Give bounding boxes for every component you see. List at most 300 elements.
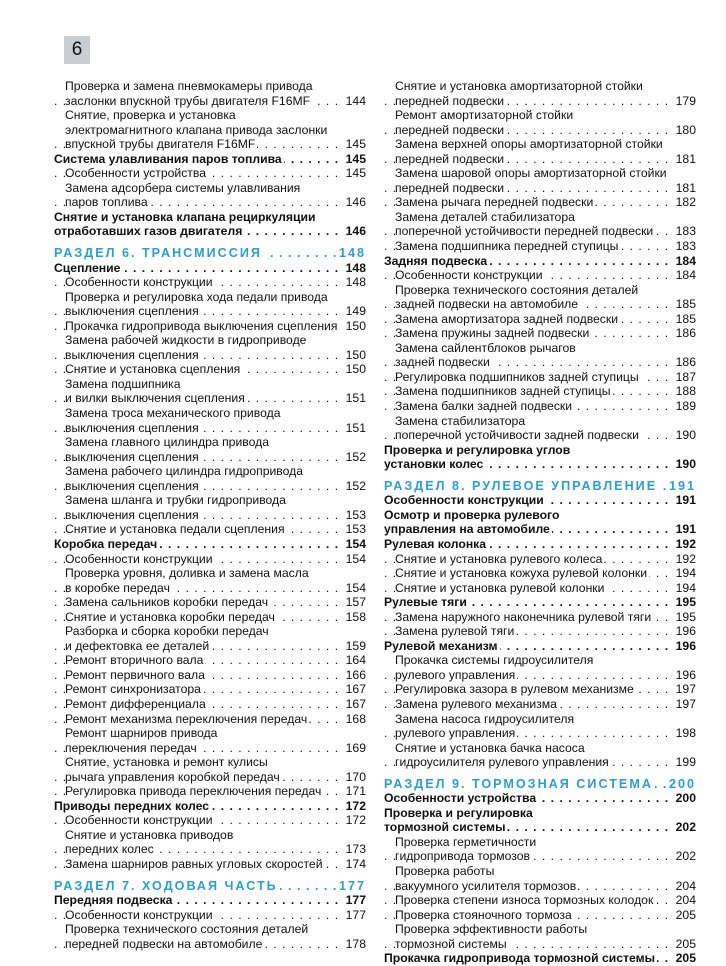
toc-entry xyxy=(384,312,696,327)
toc-entry xyxy=(384,283,696,298)
toc-entry-title: Замена адсорбера системы улавливания xyxy=(65,180,301,195)
toc-chapter-entry xyxy=(384,595,696,610)
page-number-box xyxy=(64,36,90,64)
toc-entry-title: в коробке передач xyxy=(65,580,170,595)
toc-entry-title: Замена сайлентблоков рычагов xyxy=(395,340,576,355)
toc-entry xyxy=(384,908,696,923)
toc-entry xyxy=(384,566,696,581)
toc-entry xyxy=(54,668,366,683)
toc-chapter-entry xyxy=(384,537,696,552)
toc-entry-title: Проверка уровня, доливка и замена масла xyxy=(65,566,309,581)
toc-entry xyxy=(54,275,366,290)
toc-entry xyxy=(54,784,366,799)
toc-entry xyxy=(384,166,696,181)
page-number: 6 xyxy=(71,39,83,60)
toc-entry xyxy=(54,137,366,152)
toc-page-number: 185 xyxy=(675,297,696,312)
toc-entry-title: выключения сцепления xyxy=(65,347,199,362)
toc-entry-title: Замена пружины задней подвески xyxy=(395,326,590,341)
toc-chapter-entry xyxy=(384,820,696,835)
toc-entry-title: Прокачка гидропривода выключения сцепления xyxy=(65,318,338,333)
toc-entry-title: Замена подшипников задней ступицы xyxy=(395,384,611,399)
toc-page-number: 145 xyxy=(345,137,366,152)
toc-entry xyxy=(384,864,696,879)
toc-page-number: 188 xyxy=(675,384,696,399)
toc-entry-title: Замена подшипника xyxy=(65,376,181,391)
toc-entry xyxy=(54,712,366,727)
toc-entry xyxy=(384,297,696,312)
toc-entry xyxy=(384,879,696,894)
toc-entry xyxy=(54,421,366,436)
toc-chapter-entry xyxy=(384,457,696,472)
toc-page-number: 172 xyxy=(345,798,366,813)
toc-entry xyxy=(54,333,366,348)
toc-entry xyxy=(384,712,696,727)
toc-page-number: 205 xyxy=(675,936,696,951)
toc-entry-title: Снятие и установка бачка насоса xyxy=(395,740,585,755)
toc-page-number: 183 xyxy=(675,239,696,254)
toc-entry xyxy=(384,428,696,443)
toc-entry xyxy=(384,370,696,385)
toc-entry xyxy=(384,668,696,683)
toc-page-number: 196 xyxy=(675,624,696,639)
toc-entry-title: Ремонт дифференциала xyxy=(65,696,206,711)
toc-entry-title: Передняя подвеска xyxy=(54,893,173,908)
toc-page-number: 179 xyxy=(675,93,696,108)
toc-entry-title: передних колес xyxy=(65,842,154,857)
toc-entry xyxy=(54,755,366,770)
toc-entry xyxy=(54,108,366,123)
toc-entry-title: Снятие и установка рулевой колонки xyxy=(395,580,605,595)
toc-entry-title: и дефектовка ее деталей xyxy=(65,638,210,653)
toc-entry xyxy=(54,94,366,109)
toc-page-number: 167 xyxy=(345,682,366,697)
toc-entry-title: Особенности конструкции xyxy=(65,907,213,922)
toc-section-heading xyxy=(54,879,366,894)
toc-entry xyxy=(384,137,696,152)
toc-page-number: 168 xyxy=(345,711,366,726)
toc-entry-title: Разборка и сборка коробки передач xyxy=(65,624,269,639)
toc-page-number: 186 xyxy=(675,326,696,341)
toc-page-number: 184 xyxy=(675,268,696,283)
toc-entry xyxy=(54,348,366,363)
toc-entry-title: РАЗДЕЛ 7. ХОДОВАЯ ЧАСТЬ xyxy=(54,878,278,893)
toc-entry-title: Проверка и регулировка хода педали привода xyxy=(65,289,328,304)
toc-entry xyxy=(384,326,696,341)
toc-section-heading xyxy=(384,479,696,494)
toc-left-column xyxy=(54,79,366,951)
toc-entry-title: Замена насоса гидроусилителя xyxy=(395,711,575,726)
toc-entry-title: Снятие и установка педали сцепления xyxy=(65,522,285,537)
toc-entry xyxy=(384,224,696,239)
toc-entry-title: Регулировка привода переключения передач xyxy=(65,784,322,799)
toc-page-number: 195 xyxy=(675,595,696,610)
toc-entry-title: Рулевой механизм xyxy=(384,638,498,653)
toc-entry-title: и вилки выключения сцепления xyxy=(65,391,245,406)
toc-page-number: 153 xyxy=(345,507,366,522)
toc-chapter-entry xyxy=(384,508,696,523)
toc-entry xyxy=(54,166,366,181)
toc-page-number: 196 xyxy=(675,667,696,682)
toc-entry xyxy=(384,239,696,254)
toc-entry xyxy=(54,377,366,392)
toc-chapter-entry xyxy=(54,893,366,908)
toc-entry-title: Снятие, проверка и установка xyxy=(65,108,236,123)
toc-entry xyxy=(54,653,366,668)
toc-entry-title: заслонки впускной трубы двигателя F16MF xyxy=(65,93,311,108)
toc-entry xyxy=(54,908,366,923)
toc-entry-title: поперечной устойчивости задней подвески xyxy=(395,428,639,443)
toc-entry-title: тормозной системы xyxy=(395,936,507,951)
toc-entry-title: переключения передач xyxy=(65,740,197,755)
toc-entry xyxy=(384,624,696,639)
toc-page-number: 148 xyxy=(338,246,366,261)
toc-entry-title: задней подвески на автомобиле xyxy=(395,297,579,312)
toc-entry-title: управления на автомобиле xyxy=(384,522,550,537)
toc-page-number: 150 xyxy=(345,362,366,377)
toc-entry-title: Ремонт первичного вала xyxy=(65,667,205,682)
toc-entry-title: Проверка и замена пневмокамеры привода xyxy=(65,79,313,93)
toc-entry-title: Замена верхней опоры амортизаторной стойки xyxy=(395,137,663,152)
toc-entry xyxy=(54,406,366,421)
toc-entry xyxy=(384,755,696,770)
toc-page-number: 158 xyxy=(345,609,366,624)
toc-entry xyxy=(54,435,366,450)
toc-entry xyxy=(54,595,366,610)
toc-page-number: 146 xyxy=(345,195,366,210)
toc-page-number: 153 xyxy=(345,522,366,537)
toc-entry-title: Проверка степени износа тормозных колодок xyxy=(395,893,654,908)
toc-entry xyxy=(384,94,696,109)
toc-entry xyxy=(54,195,366,210)
toc-entry-title: Замена наружного наконечника рулевой тяги xyxy=(395,609,652,624)
toc-entry xyxy=(384,123,696,138)
toc-entry xyxy=(384,108,696,123)
toc-entry-title: выключения сцепления xyxy=(65,478,199,493)
toc-entry xyxy=(54,522,366,537)
toc-entry-title: Замена шарниров равных угловых скоростей xyxy=(65,856,323,871)
toc-entry-title: Замена деталей стабилизатора xyxy=(395,209,575,224)
toc-entry-title: Замена балки задней подвески xyxy=(395,399,573,414)
toc-entry xyxy=(54,937,366,952)
toc-entry-title: Снятие и установка клапана рециркуляции xyxy=(54,209,316,224)
toc-entry xyxy=(54,770,366,785)
toc-entry xyxy=(54,493,366,508)
toc-entry xyxy=(54,290,366,305)
toc-entry xyxy=(384,152,696,167)
toc-entry xyxy=(54,464,366,479)
toc-entry-title: Замена рулевого механизма xyxy=(395,696,557,711)
toc-entry-title: Особенности устройства xyxy=(65,166,207,181)
toc-entry xyxy=(54,319,366,334)
toc-entry xyxy=(384,355,696,370)
toc-entry-title: паров топлива xyxy=(65,195,148,210)
toc-page-number: 204 xyxy=(675,878,696,893)
toc-entry-title: выключения сцепления xyxy=(65,304,199,319)
toc-page-number: 200 xyxy=(668,776,696,791)
toc-entry-title: выключения сцепления xyxy=(65,449,199,464)
toc-page-number: 200 xyxy=(675,791,696,806)
toc-entry xyxy=(384,682,696,697)
toc-entry-title: передней подвески xyxy=(395,93,505,108)
toc-page-number: 181 xyxy=(675,151,696,166)
toc-entry-title: Рулевые тяги xyxy=(384,595,467,610)
toc-entry-title: Особенности устройства xyxy=(384,791,537,806)
toc-page-number: 202 xyxy=(675,849,696,864)
toc-entry-title: Замена рабочей жидкости в гидроприводе xyxy=(65,333,307,348)
toc-entry-title: Замена главного цилиндра привода xyxy=(65,435,269,450)
toc-entry xyxy=(54,741,366,756)
toc-page-number: 194 xyxy=(675,580,696,595)
toc-page-number: 197 xyxy=(675,696,696,711)
toc-entry xyxy=(384,341,696,356)
toc-page-number: 180 xyxy=(675,122,696,137)
toc-page-number: 185 xyxy=(675,311,696,326)
toc-entry xyxy=(54,479,366,494)
toc-page-number: 199 xyxy=(675,755,696,770)
toc-page-number: 191 xyxy=(668,478,696,493)
toc-page-number: 164 xyxy=(345,653,366,668)
toc-entry-title: Проверка и регулировка углов xyxy=(384,442,571,457)
toc-entry xyxy=(54,450,366,465)
toc-page-number: 170 xyxy=(345,769,366,784)
toc-page-number: 191 xyxy=(675,493,696,508)
toc-page-number: 151 xyxy=(345,420,366,435)
spacer xyxy=(54,239,366,246)
toc-entry-title: Ремонт шарниров привода xyxy=(65,726,218,741)
toc-page-number: 177 xyxy=(338,878,366,893)
toc-entry xyxy=(54,857,366,872)
toc-entry-title: Проверка и регулировка xyxy=(384,805,533,820)
toc-entry-title: Особенности конструкции xyxy=(65,275,213,290)
toc-entry-title: Особенности конструкции xyxy=(65,813,213,828)
toc-entry-title: Ремонт амортизаторной стойки xyxy=(395,108,574,123)
toc-chapter-entry xyxy=(384,951,696,966)
toc-chapter-entry xyxy=(54,799,366,814)
toc-page-number: 182 xyxy=(675,195,696,210)
toc-right-column xyxy=(384,79,696,966)
toc-entry-title: Снятие и установка амортизаторной стойки xyxy=(395,79,643,93)
toc-entry-title: Рулевая колонка xyxy=(384,536,487,551)
toc-entry-title: впускной трубы двигателя F16MF xyxy=(65,137,256,152)
toc-entry-title: рулевого управления xyxy=(395,726,516,741)
toc-page-number: 152 xyxy=(345,478,366,493)
toc-entry-title: Проверка стояночного тормоза xyxy=(395,907,572,922)
toc-chapter-entry xyxy=(384,791,696,806)
toc-page-number: 145 xyxy=(345,166,366,181)
toc-entry xyxy=(384,268,696,283)
toc-chapter-entry xyxy=(54,152,366,167)
toc-page-number: 172 xyxy=(345,813,366,828)
toc-page-number: 169 xyxy=(345,740,366,755)
toc-entry-title: Прокачка системы гидроусилителя xyxy=(395,653,594,668)
toc-entry-title: передней подвески xyxy=(395,151,505,166)
toc-chapter-entry xyxy=(384,806,696,821)
toc-page-number: 205 xyxy=(675,907,696,922)
toc-entry xyxy=(54,842,366,857)
toc-entry xyxy=(384,210,696,225)
toc-entry-title: гидроусилителя рулевого управления xyxy=(395,755,609,770)
toc-entry xyxy=(384,610,696,625)
toc-page-number: 184 xyxy=(675,253,696,268)
toc-chapter-entry xyxy=(384,522,696,537)
toc-entry-title: Особенности конструкции xyxy=(65,551,213,566)
toc-entry-title: рулевого управления xyxy=(395,667,516,682)
toc-entry-title: Замена сальников коробки передач xyxy=(65,595,269,610)
toc-entry xyxy=(384,399,696,414)
toc-entry xyxy=(54,682,366,697)
toc-entry-title: установки колес xyxy=(384,457,484,472)
toc-entry-title: Прокачка гидропривода тормозной системы xyxy=(384,951,656,966)
toc-chapter-entry xyxy=(384,254,696,269)
spacer xyxy=(54,872,366,879)
toc-page-number: 144 xyxy=(345,93,366,108)
toc-entry-title: Замена стабилизатора xyxy=(395,413,526,428)
toc-entry-title: выключения сцепления xyxy=(65,507,199,522)
toc-entry-title: Замена шаровой опоры амортизаторной стойки xyxy=(395,166,667,181)
toc-page-number: 177 xyxy=(345,893,366,908)
toc-page-number: 167 xyxy=(345,696,366,711)
toc-entry-title: выключения сцепления xyxy=(65,420,199,435)
toc-page-number: 152 xyxy=(345,449,366,464)
toc-entry-title: Регулировка подшипников задней ступицы xyxy=(395,369,639,384)
toc-entry-title: Осмотр и проверка рулевого xyxy=(384,507,560,522)
toc-page-number: 154 xyxy=(345,551,366,566)
toc-entry-title: вакуумного усилителя тормозов xyxy=(395,878,577,893)
toc-page-number: 146 xyxy=(345,224,366,239)
toc-entry-title: Задняя подвеска xyxy=(384,253,488,268)
toc-entry xyxy=(54,508,366,523)
toc-entry xyxy=(384,79,696,94)
toc-entry-title: Ремонт синхронизатора xyxy=(65,682,201,697)
toc-entry xyxy=(54,566,366,581)
toc-section-heading xyxy=(384,777,696,792)
toc-page-number: 154 xyxy=(345,536,366,551)
toc-entry-title: передней подвески на автомобиле xyxy=(65,936,263,951)
toc-entry-title: Регулировка зазора в рулевом механизме xyxy=(395,682,634,697)
toc-page-number: 192 xyxy=(675,536,696,551)
toc-page-number: 192 xyxy=(675,551,696,566)
toc-entry xyxy=(384,181,696,196)
toc-entry xyxy=(384,697,696,712)
toc-entry xyxy=(384,937,696,952)
toc-page-number: 195 xyxy=(675,609,696,624)
toc-entry-title: Замена амортизатора задней подвески xyxy=(395,311,619,326)
toc-page-number: 148 xyxy=(345,275,366,290)
toc-entry-title: задней подвески xyxy=(395,355,490,370)
toc-entry xyxy=(54,79,366,94)
toc-chapter-entry xyxy=(384,639,696,654)
toc-entry xyxy=(54,391,366,406)
toc-page-number: 174 xyxy=(345,856,366,871)
spacer xyxy=(384,472,696,479)
toc-entry xyxy=(384,741,696,756)
toc-entry-title: Система улавливания паров топлива xyxy=(54,151,282,166)
toc-entry xyxy=(54,581,366,596)
toc-entry-title: Особенности конструкции xyxy=(384,493,544,508)
toc-entry-title: РАЗДЕЛ 6. ТРАНСМИССИЯ xyxy=(54,246,262,261)
toc-page-number: 173 xyxy=(345,842,366,857)
toc-page-number: 197 xyxy=(675,682,696,697)
toc-chapter-entry xyxy=(54,537,366,552)
toc-entry-title: Снятие и установка кожуха рулевой колонки xyxy=(395,566,648,581)
toc-entry xyxy=(54,726,366,741)
toc-page-number: 150 xyxy=(345,347,366,362)
toc-entry xyxy=(54,624,366,639)
toc-entry xyxy=(384,849,696,864)
toc-entry xyxy=(384,893,696,908)
toc-page-number: 177 xyxy=(345,907,366,922)
toc-entry-title: РАЗДЕЛ 9. ТОРМОЗНАЯ СИСТЕМА xyxy=(384,776,653,791)
toc-page-number: 205 xyxy=(675,951,696,966)
toc-page-number: 145 xyxy=(345,151,366,166)
toc-entry-title: Проверка работы xyxy=(395,863,495,878)
toc-entry xyxy=(384,414,696,429)
toc-entry-title: Коробка передач xyxy=(54,536,158,551)
toc-page-number: 171 xyxy=(345,784,366,799)
toc-page-number: 196 xyxy=(675,638,696,653)
toc-page-number: 159 xyxy=(345,638,366,653)
toc-chapter-entry xyxy=(54,210,366,225)
toc-page-number: 187 xyxy=(675,369,696,384)
toc-entry-title: Проверка эффективности работы xyxy=(395,922,588,937)
toc-entry-title: Ремонт механизма переключения передач xyxy=(65,711,308,726)
toc-page-number: 198 xyxy=(675,726,696,741)
toc-entry xyxy=(54,922,366,937)
toc-page-number: 191 xyxy=(675,522,696,537)
toc-entry-title: Снятие и установка коробки передач xyxy=(65,609,275,624)
toc-page-number: 194 xyxy=(675,566,696,581)
toc-page-number: 149 xyxy=(345,304,366,319)
toc-entry xyxy=(384,581,696,596)
toc-entry xyxy=(54,552,366,567)
toc-entry-title: отработавших газов двигателя xyxy=(54,224,243,239)
toc-page-number: 154 xyxy=(345,580,366,595)
toc-entry-title: Замена шланга и трубки гидропривода xyxy=(65,493,286,508)
toc-entry-title: рычага управления коробкой передач xyxy=(65,769,280,784)
toc-entry xyxy=(384,835,696,850)
toc-chapter-entry xyxy=(384,493,696,508)
toc-entry-title: Снятие и установка приводов xyxy=(65,827,234,842)
toc-entry xyxy=(384,653,696,668)
toc-entry-title: РАЗДЕЛ 8. РУЛЕВОЕ УПРАВЛЕНИЕ xyxy=(384,478,658,493)
toc-page-number: 186 xyxy=(675,355,696,370)
toc-chapter-entry xyxy=(54,261,366,276)
toc-entry xyxy=(54,181,366,196)
toc-section-heading xyxy=(54,246,366,261)
toc-page-number: 204 xyxy=(675,893,696,908)
toc-entry-title: Ремонт вторичного вала xyxy=(65,653,204,668)
toc-page-number: 151 xyxy=(345,391,366,406)
toc-entry xyxy=(54,828,366,843)
toc-entry xyxy=(384,384,696,399)
toc-entry-title: Замена рулевой тяги xyxy=(395,624,515,639)
toc-page-number: 166 xyxy=(345,667,366,682)
toc-page-number: 181 xyxy=(675,180,696,195)
toc-entry-title: Сцепление xyxy=(54,260,121,275)
toc-entry xyxy=(384,922,696,937)
toc-entry-title: электромагнитного клапана привода заслонки xyxy=(65,122,328,137)
toc-page-number: 183 xyxy=(675,224,696,239)
toc-entry xyxy=(54,813,366,828)
toc-entry-title: Особенности конструкции xyxy=(395,268,543,283)
toc-entry-title: поперечной устойчивости передней подвески xyxy=(395,224,654,239)
toc-entry xyxy=(384,195,696,210)
toc-chapter-entry xyxy=(384,443,696,458)
toc-entry xyxy=(54,697,366,712)
toc-entry-title: Снятие, установка и ремонт кулисы xyxy=(65,755,268,770)
toc-entry-title: гидропривода тормозов xyxy=(395,849,530,864)
